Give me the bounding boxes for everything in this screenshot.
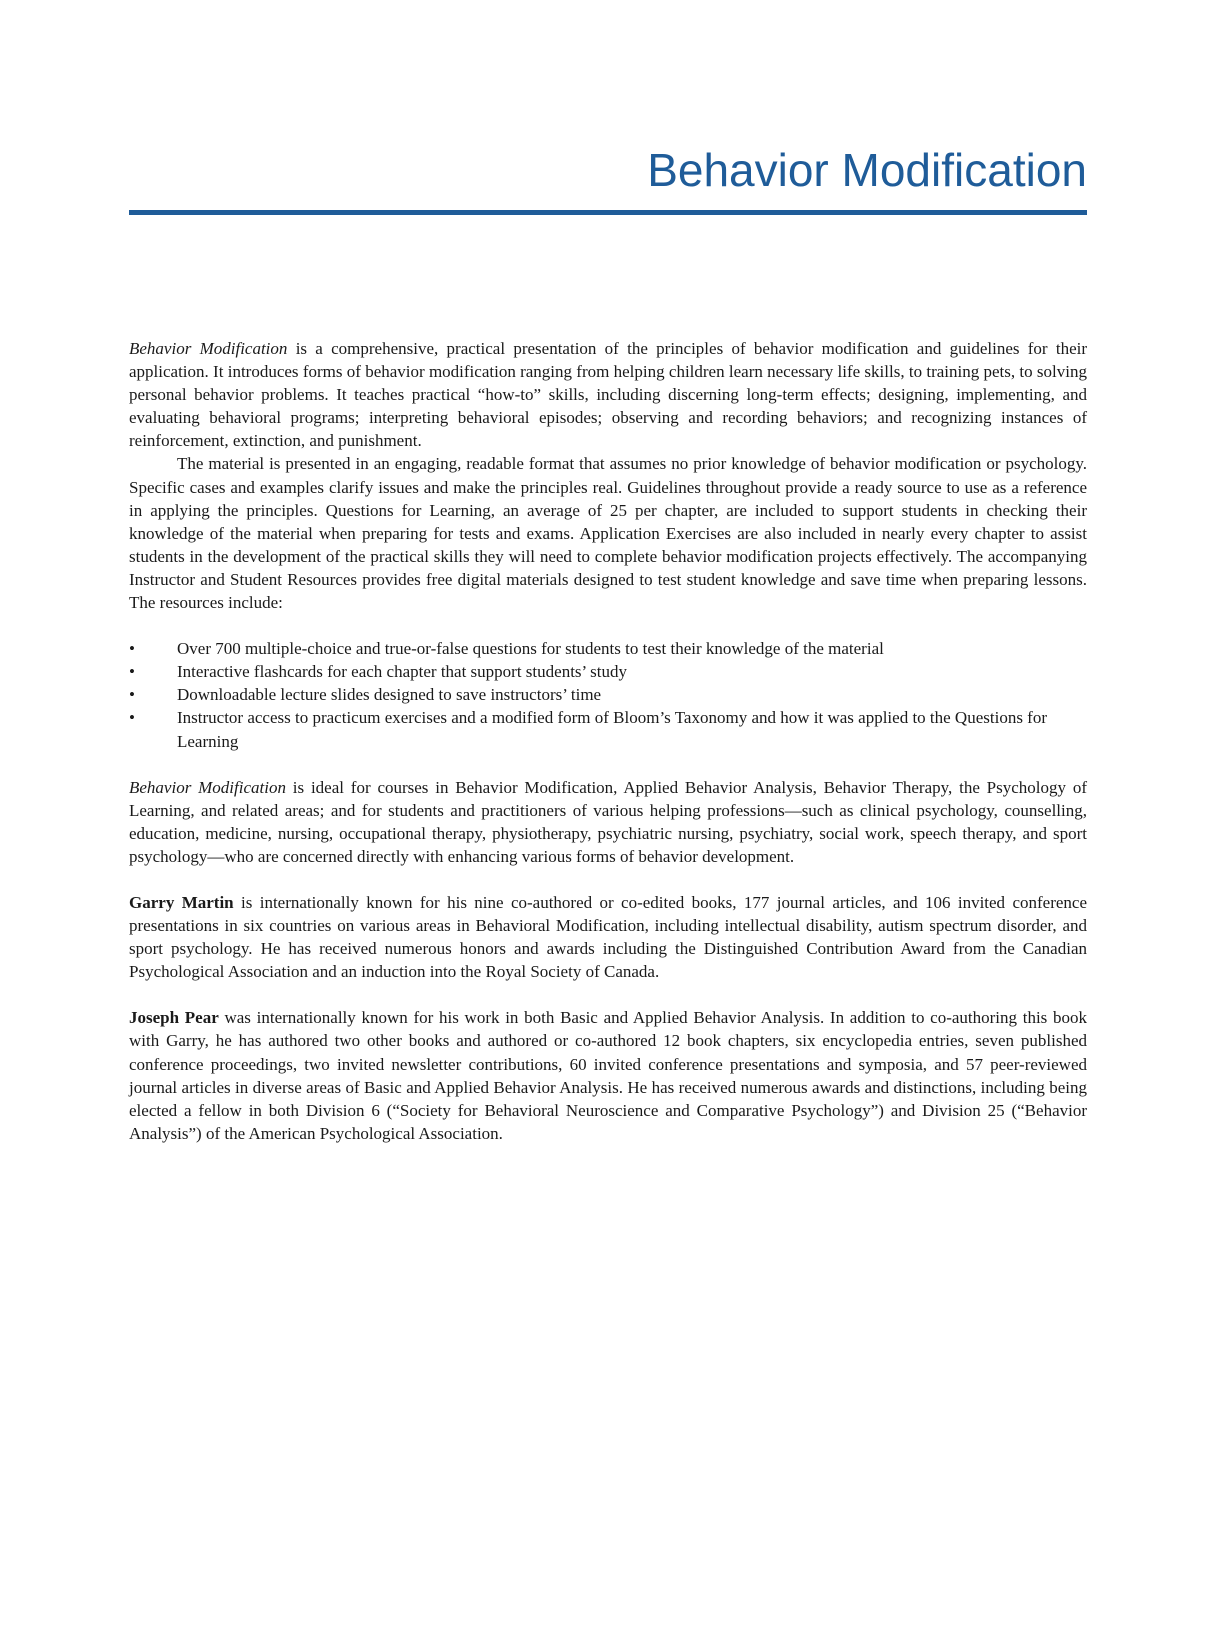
list-item bbox=[129, 660, 1087, 683]
author-bio-text: was internationally known for his work in both Basic and Applied Behavior Analysis. In addition to co-authoring this book with Garry, he has authored two other books and authored or co-authored 12 book chapters, six encyclopedia entries, seven published conference proceedings, two invited newsletter contributions, 60 invited conference presentations and symposia, and 57 peer-reviewed journal articles in diverse areas of Basic and Applied Behavior Analysis. He has received numerous awards and distinctions, including being elected a fellow in both Division 6 (“Society for Behavioral Neuroscience and Comparative Psychology”) and Division 25 (“Behavior Analysis”) of the American Psychological Association. bbox=[129, 1008, 1088, 1143]
author-bio-garry-martin bbox=[129, 891, 1087, 983]
list-item-text: Instructor access to practicum exercises and a modified form of Bloom’s Taxonomy and how it was applied to the Questions for Learning bbox=[177, 708, 1048, 751]
bullet-icon: • bbox=[129, 662, 135, 682]
list-item bbox=[129, 637, 1087, 660]
bullet-icon: • bbox=[129, 639, 135, 659]
description-text: is a comprehensive, practical presentation of the principles of behavior modification and guidelines for their application. It introduces forms of behavior modification ranging from helping children learn necessary life skills, to training pets, to solving personal behavior problems. It teaches practical “how-to” skills, including discerning long-term effects; designing, implementing, and evaluating behavioral programs; interpreting behavioral episodes; observing and recording behaviors; and recognizing instances of reinforcement, extinction, and punishment. bbox=[129, 339, 1087, 451]
description-text: is ideal for courses in Behavior Modification, Applied Behavior Analysis, Behavior Therapy, the Psychology of Learning, and related areas; and for students and practitioners of various helping professions—such as clinical psychology, counselling, education, medicine, nursing, occupational therapy, physiotherapy, psychiatric nursing, psychiatry, social work, speech therapy, and sport psychology—who are concerned directly with enhancing various forms of behavior development. bbox=[129, 777, 1088, 866]
list-item-text: Interactive flashcards for each chapter that support students’ study bbox=[177, 662, 628, 682]
list-item bbox=[129, 683, 1087, 706]
bullet-icon: • bbox=[129, 708, 135, 728]
list-item-text: Downloadable lecture slides designed to save instructors’ time bbox=[177, 685, 602, 705]
list-item bbox=[129, 706, 1087, 752]
resources-list bbox=[129, 637, 1087, 752]
bullet-icon: • bbox=[129, 685, 135, 705]
list-item-text: Over 700 multiple-choice and true-or-false questions for students to test their knowledge of the material bbox=[177, 639, 884, 659]
author-name: Garry Martin bbox=[129, 892, 234, 912]
book-title-italic: Behavior Modification bbox=[129, 339, 288, 358]
body-text bbox=[129, 337, 1087, 1145]
description-paragraph-2: The material is presented in an engaging, readable format that assumes no prior knowledge of behavior modification or psychology. Specific cases and examples clarify issues and make the principles real. Guidelines throughout provide a ready source to use as a reference in applying the principles. Questions for Learning, an average of 25 per chapter, are included to support students in checking their knowledge of the material when preparing for tests and exams. Application Exercises are also included in nearly every chapter to assist students in the development of the practical skills they will need to complete behavior modification projects effectively. The accompanying Instructor and Student Resources provides free digital materials designed to test student knowledge and save time when preparing lessons. The resources include: bbox=[129, 454, 1087, 613]
book-title-italic: Behavior Modification bbox=[129, 777, 286, 797]
description-paragraph-1 bbox=[129, 337, 1087, 452]
author-bio-text: is internationally known for his nine co-authored or co-edited books, 177 journal articles, and 106 invited conference presentations in six countries on various areas in Behavioral Modification, including intellectual disability, autism spectrum disorder, and sport psychology. He has received numerous honors and awards including the Distinguished Contribution Award from the Canadian Psychological Association and an induction into the Royal Society of Canada. bbox=[129, 892, 1087, 982]
author-bio-joseph-pear bbox=[129, 1006, 1087, 1145]
description-paragraph-3 bbox=[129, 776, 1087, 868]
page-title: Behavior Modification bbox=[647, 144, 1087, 196]
author-name: Joseph Pear bbox=[129, 1008, 219, 1028]
title-divider bbox=[129, 210, 1087, 215]
